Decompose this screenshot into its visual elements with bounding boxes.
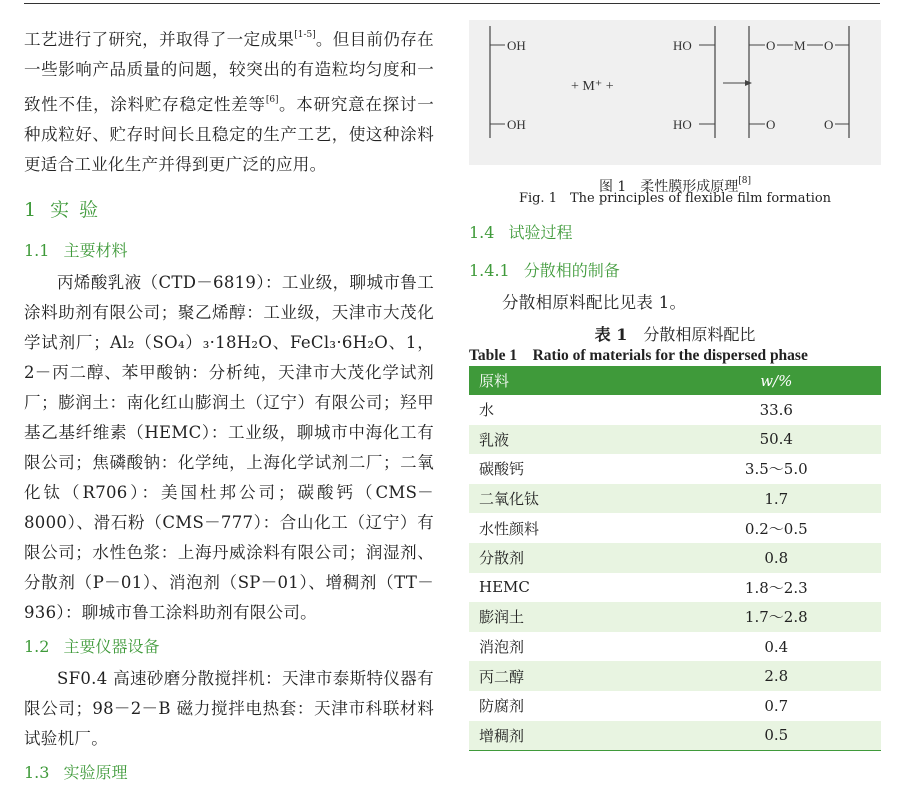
material-name-cell: 碳酸钙 xyxy=(479,460,525,479)
intro-text-2: 。但目前仍存在一些影响产品质量的问题，较突出的有造粒均匀度和一致性不佳，涂料贮存稳定性差等 xyxy=(24,30,434,114)
oxygen-label: O xyxy=(766,117,776,132)
table-row xyxy=(469,454,881,484)
citation-ref: [6] xyxy=(265,95,279,105)
intro-text-3: 。本研究意在探讨一种成粒好、贮存时间长且稳定的生产工艺，使这种涂料更适合工业化生产并得到更广泛的应用。 xyxy=(24,95,435,174)
material-name-cell: 乳液 xyxy=(469,425,672,455)
column-header-mass-fraction: w/% xyxy=(672,366,881,395)
hydroxyl-label: HO xyxy=(673,117,692,132)
mass-fraction-cell: 0.7 xyxy=(764,696,789,715)
subsection-title: 实验原理 xyxy=(63,763,128,782)
citation-ref: [1-5] xyxy=(294,30,316,40)
section-heading-experiment xyxy=(24,194,434,226)
left-column xyxy=(24,20,434,790)
mass-fraction-cell: 0.8 xyxy=(672,543,881,573)
table-intro-text: 分散相原料配比见表 1。 xyxy=(502,293,687,312)
material-name-cell: 消泡剂 xyxy=(479,638,525,657)
table-row xyxy=(469,632,881,662)
subsection-number: 1.3 xyxy=(24,763,50,782)
material-name-cell: 防腐剂 xyxy=(479,697,525,716)
table-header-row xyxy=(469,366,881,395)
table-row xyxy=(469,573,881,603)
mass-fraction-cell: 2.8 xyxy=(672,661,881,691)
table-row xyxy=(469,661,881,691)
intro-text-1: 工艺进行了研究，并取得了一定成果 xyxy=(24,30,295,49)
subsection-heading-dispersed-phase xyxy=(469,258,881,284)
material-name-cell: HEMC xyxy=(479,578,530,597)
subsection-heading-principle xyxy=(24,760,434,786)
mass-fraction-cell: 1.8～2.3 xyxy=(744,578,808,597)
material-name-cell: 分散剂 xyxy=(469,543,672,573)
table-title-zh: 表 1 分散相原料配比 xyxy=(594,325,756,344)
subsection-number: 1.2 xyxy=(24,637,50,656)
material-name-cell: 水 xyxy=(479,401,495,420)
subsection-number: 1.1 xyxy=(24,241,50,260)
oxygen-label: O xyxy=(766,38,776,53)
subsection-heading-process xyxy=(469,220,881,246)
subsection-title: 分散相的制备 xyxy=(523,261,620,280)
mass-fraction-cell: 50.4 xyxy=(672,425,881,455)
subsection-title: 试验过程 xyxy=(508,223,573,242)
citation-ref: [8] xyxy=(738,176,752,186)
table-row xyxy=(469,425,881,455)
header-rule xyxy=(24,3,880,4)
mass-fraction-cell: 33.6 xyxy=(759,400,793,419)
subsection-heading-equipment xyxy=(24,634,434,660)
oxygen-label: O xyxy=(824,117,834,132)
right-column xyxy=(469,20,881,751)
mass-fraction-cell: 3.5～5.0 xyxy=(744,460,808,479)
table-row xyxy=(469,543,881,573)
subsection-title: 主要材料 xyxy=(63,241,128,260)
section-title: 实验 xyxy=(50,199,109,221)
table-row xyxy=(469,691,881,721)
table-title-en: Table 1 Ratio of materials for the dispersed phase xyxy=(469,347,808,364)
materials-ratio-table xyxy=(469,366,881,751)
mass-fraction-cell: 1.7 xyxy=(672,484,881,514)
metal-label: M xyxy=(794,38,806,53)
figure-caption-zh: 图 1 柔性膜形成原理[8] xyxy=(598,176,752,195)
material-name-cell: 水性颜料 xyxy=(479,519,540,538)
section-number: 1 xyxy=(24,199,37,221)
subsection-heading-materials xyxy=(24,238,434,264)
subsection-number: 1.4.1 xyxy=(469,261,510,280)
hydroxyl-label: OH xyxy=(507,117,526,132)
intro-paragraph xyxy=(24,20,434,180)
column-header-material: 原料 xyxy=(469,366,672,395)
hydroxyl-label: OH xyxy=(507,38,526,53)
equipment-paragraph: SF0.4 高速砂磨分散搅拌机：天津市泰斯特仪器有限公司；98－2－B 磁力搅拌电热套：天津市科联材料试验机厂。 xyxy=(24,669,434,748)
table-row xyxy=(469,602,881,632)
hydroxyl-label: HO xyxy=(673,38,692,53)
subsection-number: 1.4 xyxy=(469,223,495,242)
material-name-cell: 增稠剂 xyxy=(469,721,672,751)
figure-caption-en: Fig. 1 The principles of flexible film formation xyxy=(518,191,832,206)
material-name-cell: 二氧化钛 xyxy=(469,484,672,514)
metal-ion-label: + M⁺ + xyxy=(571,79,614,94)
reaction-diagram xyxy=(469,20,881,165)
mass-fraction-cell: 0.4 xyxy=(764,637,789,656)
mass-fraction-cell: 0.5 xyxy=(672,721,881,751)
subsection-title: 主要仪器设备 xyxy=(63,637,160,656)
table-row xyxy=(469,513,881,543)
table-row xyxy=(469,395,881,425)
oxygen-label: O xyxy=(824,38,834,53)
table-row xyxy=(469,721,881,751)
mass-fraction-cell: 0.2～0.5 xyxy=(744,519,808,538)
mass-fraction-cell: 1.7～2.8 xyxy=(672,602,881,632)
material-name-cell: 膨润土 xyxy=(469,602,672,632)
table-row xyxy=(469,484,881,514)
materials-paragraph: 丙烯酸乳液（CTD－6819）：工业级，聊城市鲁工涂料助剂有限公司；聚乙烯醇：工业级，天津市大茂化学试剂厂；Al₂（SO₄）₃·18H₂O、FeCl₃·6H₂O、1，2－丙二醇、苯甲酸钠：分析纯，天津市大茂化学试剂厂；膨润土：南化红山膨润土（辽宁）有限公司；羟甲基乙基纤维素（HEMC）：工业级，聊城市中海化工有限公司；焦磷酸钠：化学纯，上海化学试剂二厂；二氧化钛（R706）：美国杜邦公司；碳酸钙（CMS－8000）、滑石粉（CMS－777）：合山化工（辽宁）有限公司；水性色浆：上海丹威涂料有限公司；润湿剂、分散剂（P－01）、消泡剂（SP－01）、增稠剂（TT－936）：聊城市鲁工涂料助剂有限公司。 xyxy=(24,273,434,622)
material-name-cell: 丙二醇 xyxy=(469,661,672,691)
film-formation-figure xyxy=(469,20,881,165)
